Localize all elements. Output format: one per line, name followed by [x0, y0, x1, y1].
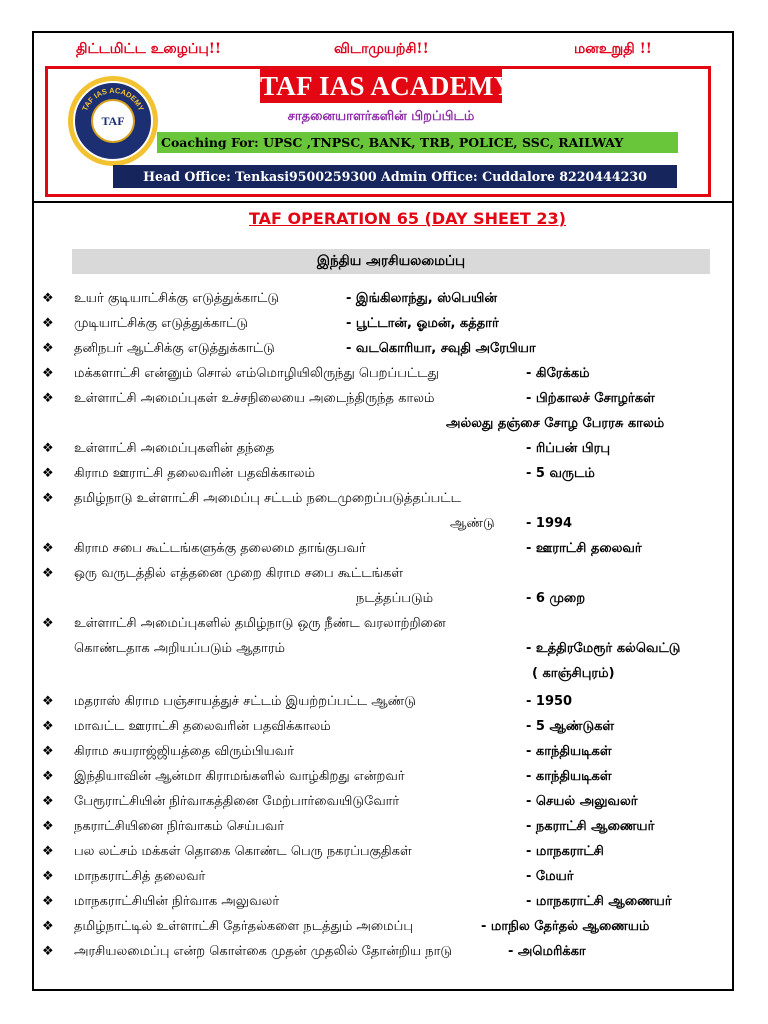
- question-continuation: ஆண்டு: [450, 516, 495, 531]
- answer-text: - காந்தியடிகள்: [526, 744, 612, 759]
- question-text: அரசியலமைப்பு என்ற கொள்கை முதன் முதலில் தோன்றிய நாடு: [74, 944, 452, 959]
- bullet-icon: ❖: [42, 819, 54, 834]
- question-text: மக்களாட்சி என்னும் சொல் எம்மொழியிலிருந்து பெறப்பட்டது: [74, 366, 439, 381]
- slogan-perseverance: விடாமுயற்சி!!: [334, 41, 429, 57]
- answer-text: - மாநகராட்சி ஆணையர்: [526, 894, 672, 909]
- slogan-planned-effort: திட்டமிட்ட உழைப்பு!!: [76, 41, 222, 57]
- question-text: தனிநபர் ஆட்சிக்கு எடுத்துக்காட்டு: [74, 341, 275, 356]
- bullet-icon: ❖: [42, 869, 54, 884]
- answer-text: - ஊராட்சி தலைவர்: [526, 541, 642, 556]
- question-text: உயர் குடியாட்சிக்கு எடுத்துக்காட்டு: [74, 291, 279, 306]
- question-text: கிராம ஊராட்சி தலைவரின் பதவிக்காலம்: [74, 466, 315, 481]
- answer-text: - மேயர்: [526, 869, 574, 884]
- question-text: கிராம சுயராஜ்ஜியத்தை விரும்பியவர்: [74, 744, 294, 759]
- academy-tagline: சாதனையாளர்களின் பிறப்பிடம்: [287, 109, 475, 124]
- bullet-icon: ❖: [42, 291, 54, 306]
- svg-text:TAF IAS ACADEMY: [80, 86, 146, 112]
- bullet-icon: ❖: [42, 844, 54, 859]
- bullet-icon: ❖: [42, 616, 54, 631]
- answer-text: - பூட்டான், ஓமன், கத்தார்: [346, 316, 499, 331]
- bullet-icon: ❖: [42, 944, 54, 959]
- bullet-icon: ❖: [42, 441, 54, 456]
- answer-text: - வடகொரியா, சவுதி அரேபியா: [346, 341, 536, 356]
- answer-text: - பிற்காலச் சோழர்கள்: [526, 391, 655, 406]
- bullet-icon: ❖: [42, 541, 54, 556]
- question-text: தமிழ்நாட்டில் உள்ளாட்சி தேர்தல்களை நடத்தும் அமைப்பு: [74, 919, 413, 934]
- bullet-icon: ❖: [42, 744, 54, 759]
- answer-continuation: ( காஞ்சிபுரம்): [532, 666, 615, 681]
- question-text: தமிழ்நாடு உள்ளாட்சி அமைப்பு சட்டம் நடைமுறைப்படுத்தப்பட்ட: [74, 491, 461, 506]
- question-continuation: நடத்தப்படும்: [356, 591, 434, 606]
- logo-ring: [73, 81, 153, 161]
- question-text: கிராம சபை கூட்டங்களுக்கு தலைமை தாங்குபவர்: [74, 541, 366, 556]
- answer-text: - காந்தியடிகள்: [526, 769, 612, 784]
- answer-text: - 1950: [526, 694, 573, 709]
- question-text: மதராஸ் கிராம பஞ்சாயத்துச் சட்டம் இயற்றப்பட்ட ஆண்டு: [74, 694, 416, 709]
- question-text: பேரூராட்சியின் நிர்வாகத்தினை மேற்பார்வையிடுவோர்: [74, 794, 400, 809]
- question-text: உள்ளாட்சி அமைப்புகளில் தமிழ்நாடு ஒரு நீண்ட வரலாற்றினை: [74, 616, 446, 631]
- answer-text: - 1994: [526, 516, 573, 531]
- section-title: இந்திய அரசியலமைப்பு: [316, 253, 466, 269]
- question-text: முடியாட்சிக்கு எடுத்துக்காட்டு: [74, 316, 249, 331]
- document-frame: [32, 31, 734, 991]
- bullet-icon: ❖: [42, 566, 54, 581]
- logo-ring-text: TAF IAS ACADEMY: [80, 85, 146, 113]
- day-sheet-title: TAF OPERATION 65 (DAY SHEET 23): [249, 209, 566, 228]
- bullet-icon: ❖: [42, 794, 54, 809]
- question-text: இந்தியாவின் ஆன்மா கிராமங்களில் வாழ்கிறது என்றவர்: [74, 769, 405, 784]
- answer-continuation: அல்லது தஞ்சை சோழ பேரரசு காலம்: [446, 416, 665, 431]
- logo-mark: TAF: [101, 113, 125, 128]
- answer-text: - கிரேக்கம்: [526, 366, 590, 381]
- answer-text: - மாநில தேர்தல் ஆணையம்: [481, 919, 650, 934]
- bullet-icon: ❖: [42, 919, 54, 934]
- answer-text: - இங்கிலாந்து, ஸ்பெயின்: [346, 291, 497, 306]
- bullet-icon: ❖: [42, 366, 54, 381]
- header-divider: [34, 201, 732, 203]
- answer-text: - நகராட்சி ஆணையர்: [526, 819, 655, 834]
- question-text: மாநகராட்சியின் நிர்வாக அலுவலர்: [74, 894, 280, 909]
- bullet-icon: ❖: [42, 341, 54, 356]
- question-text: மாநகராட்சித் தலைவர்: [74, 869, 206, 884]
- answer-text: - 5 ஆண்டுகள்: [526, 719, 615, 734]
- answer-text: - உத்திரமேரூர் கல்வெட்டு: [526, 641, 681, 656]
- question-text: மாவட்ட ஊராட்சி தலைவரின் பதவிக்காலம்: [74, 719, 331, 734]
- question-text: நகராட்சியினை நிர்வாகம் செய்பவர்: [74, 819, 285, 834]
- answer-text: - 6 முறை: [526, 591, 586, 606]
- slogan-row: [34, 41, 732, 63]
- bullet-icon: ❖: [42, 491, 54, 506]
- bullet-icon: ❖: [42, 466, 54, 481]
- answer-text: - ரிப்பன் பிரபு: [526, 441, 611, 456]
- question-continuation: கொண்டதாக அறியப்படும் ஆதாரம்: [74, 641, 286, 656]
- logo-arc-text: [75, 83, 151, 159]
- bullet-icon: ❖: [42, 391, 54, 406]
- bullet-icon: ❖: [42, 316, 54, 331]
- academy-logo: [68, 76, 158, 166]
- question-text: உள்ளாட்சி அமைப்புகளின் தந்தை: [74, 441, 275, 456]
- slogan-determination: மனஉறுதி !!: [574, 41, 652, 57]
- question-text: உள்ளாட்சி அமைப்புகள் உச்சநிலையை அடைந்திருந்த காலம்: [74, 391, 435, 406]
- question-text: ஒரு வருடத்தில் எத்தனை முறை கிராம சபை கூட்டங்கள்: [74, 566, 404, 581]
- bullet-icon: ❖: [42, 894, 54, 909]
- question-text: பல லட்சம் மக்கள் தொகை கொண்ட பெரு நகரப்பகுதிகள்: [74, 844, 412, 859]
- academy-header: [45, 66, 711, 197]
- section-header: [72, 249, 710, 274]
- coaching-banner: Coaching For: UPSC ,TNPSC, BANK, TRB, POLICE, SSC, RAILWAY: [157, 132, 678, 153]
- answer-text: - மாநகராட்சி: [526, 844, 604, 859]
- office-banner: Head Office: Tenkasi9500259300 Admin Office: Cuddalore 8220444230: [113, 165, 677, 188]
- answer-text: - 5 வருடம்: [526, 466, 595, 481]
- bullet-icon: ❖: [42, 694, 54, 709]
- answer-text: - அமெரிக்கா: [508, 944, 586, 959]
- answer-text: - செயல் அலுவலர்: [526, 794, 638, 809]
- academy-title: TAF IAS ACADEMY: [260, 71, 514, 101]
- bullet-icon: ❖: [42, 769, 54, 784]
- bullet-icon: ❖: [42, 719, 54, 734]
